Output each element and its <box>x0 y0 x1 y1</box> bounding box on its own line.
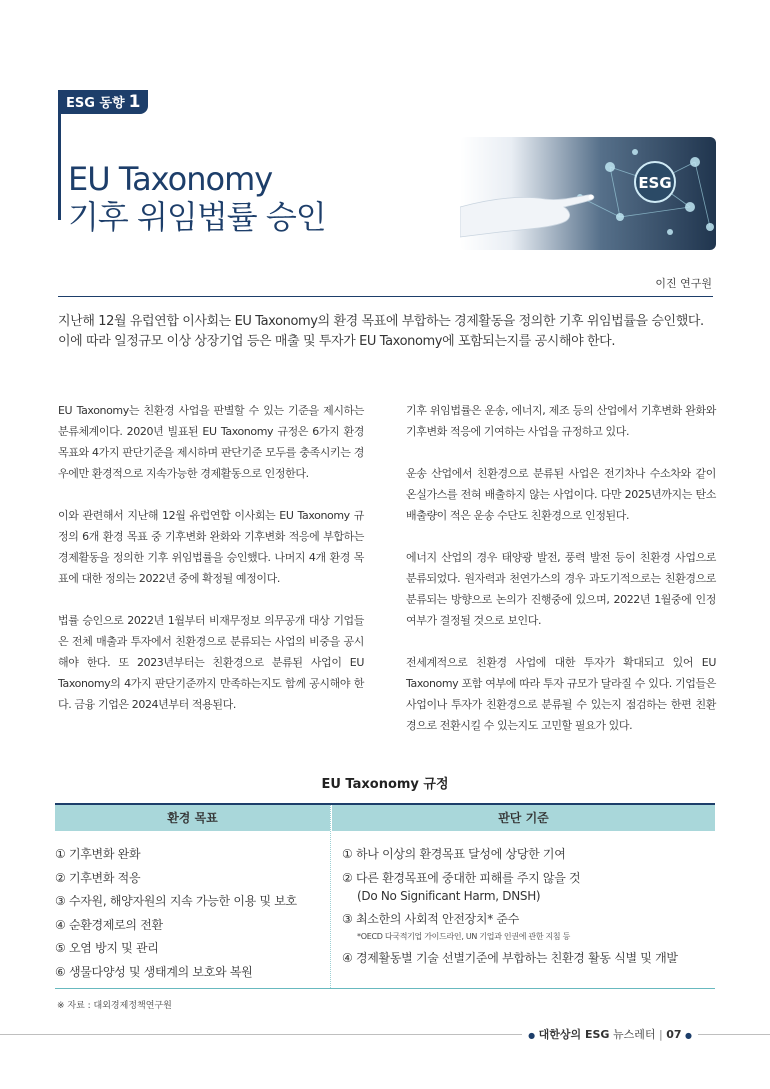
footer-publication-rest: 뉴스레터 <box>609 1028 656 1041</box>
bullet-icon: ● <box>685 1031 692 1040</box>
goal-item: ① 기후변화 완화 <box>55 847 141 861</box>
esg-hand-illustration <box>460 137 716 250</box>
hero-esg-text: ESG <box>638 174 672 192</box>
criteria-list <box>342 843 715 970</box>
body-paragraph: EU Taxonomy는 친환경 사업을 판별할 수 있는 기준을 제시하는 분류체계이다. 2020년 빌표된 EU Taxonomy 규정은 6가지 환경 목표와 4가지 판단기준을 제시하며 판단기준 모두를 충족시키는 경우에만 환경적으로 지속가능한 경제활동으로 인정한다. <box>58 404 364 480</box>
bullet-icon: ● <box>528 1031 536 1040</box>
lead-paragraph: 지난해 12월 유럽연합 이사회는 EU Taxonomy의 환경 목표에 부합하는 경제활동을 정의한 기후 위임법률을 승인했다. 이에 따라 일정규모 이상 상장기업 등은 매출 및 투자가 EU Taxonomy에 포함되는지를 공시해야 한다. <box>58 314 704 349</box>
criteria-footnote: *OECD 다국적기업 가이드라인, UN 기업과 인권에 관한 지침 등 <box>357 931 571 941</box>
header-divider <box>58 296 713 297</box>
footer-publication-bold: 대한상의 ESG <box>538 1028 610 1041</box>
source-note: ※ 자료 : 대외경제정책연구원 <box>57 1001 172 1011</box>
author: 이진 연구원 <box>655 277 712 290</box>
goal-item: ② 기후변화 적응 <box>55 870 141 885</box>
body-paragraph: 법률 승인으로 2022년 1월부터 비재무정보 의무공개 대상 기업들은 전체 매출과 투자에서 친환경으로 분류되는 사업의 비중을 공시해야 한다. 또 2023년부터는 친환경으로 분류된 사업이 EU Taxonomy의 4가지 판단기준까지 만족하는지도 함께 공시해야 한다. 금융 기업은 2024년부터 적용된다. <box>58 614 364 711</box>
footer-divider: | <box>658 1028 663 1041</box>
table-bottom-rule <box>55 988 715 989</box>
hero-image <box>460 137 716 250</box>
body-paragraph: 에너지 산업의 경우 태양광 발전, 풍력 발전 등이 친환경 사업으로 분류되었다. 원자력과 천연가스의 경우 과도기적으로는 친환경으로 분류되는 방향으로 논의가 진행중에 있으며, 2022년 1월중에 인정 여부가 결정될 것으로 보인다. <box>406 551 716 627</box>
section-tag-text: ESG 동향 <box>66 96 125 111</box>
criteria-item: ③ 최소한의 사회적 안전장치* 준수 <box>342 912 520 926</box>
body-paragraph: 전세계적으로 친환경 사업에 대한 투자가 확대되고 있어 EU Taxonomy 포함 여부에 따라 투자 규모가 달라질 수 있다. 기업들은 사업이나 투자가 친환경으로 분류될 수 있는지 점검하는 한편 친환경으로 전환시킬 수 있는지도 고민할 필요가 있다. <box>406 656 716 732</box>
goal-item: ④ 순환경제로의 전환 <box>55 917 163 932</box>
page-number: 07 <box>666 1028 682 1041</box>
goal-item: ⑥ 생물다양성 및 생태계의 보호와 복원 <box>55 964 253 979</box>
title-line-1: EU Taxonomy <box>68 160 273 198</box>
page-footer <box>522 1026 698 1042</box>
body-column-right <box>406 400 716 757</box>
body-column-left <box>58 400 364 736</box>
title-line-2: 기후 위임법률 승인 <box>68 198 326 236</box>
goal-item: ⑤ 오염 방지 및 관리 <box>55 941 159 955</box>
body-paragraph: 운송 산업에서 친환경으로 분류된 사업은 전기차나 수소차와 같이 온실가스를 전혀 배출하지 않는 사업이다. 다만 2025년까지는 탄소 배출량이 적은 운송 수단도 친환경으로 인정된다. <box>406 467 716 522</box>
criteria-item: ④ 경제활동별 기술 선별기준에 부합하는 친환경 활동 식별 및 개발 <box>342 950 678 965</box>
criteria-item: ② 다른 환경목표에 중대한 피해를 주지 않을 것 <box>342 870 581 885</box>
environmental-goals-list <box>55 843 327 984</box>
body-paragraph: 이와 관련해서 지난해 12월 유럽연합 이사회는 EU Taxonomy 규정의 6개 환경 목표 중 기후변화 완화와 기후변화 적응에 부합하는 경제활동을 정의한 기후 위임법률을 승인했다. 나머지 4개 환경 목표에 대한 정의는 2022년 중에 확정될 예정이다. <box>58 509 364 585</box>
table-title: EU Taxonomy 규정 <box>321 777 449 792</box>
table-header-goals: 환경 목표 <box>55 805 330 831</box>
title-accent-line <box>58 114 61 220</box>
body-paragraph: 기후 위임법률은 운송, 에너지, 제조 등의 산업에서 기후변화 완화와 기후변화 적응에 기여하는 사업을 규정하고 있다. <box>406 404 716 438</box>
criteria-item: ① 하나 이상의 환경목표 달성에 상당한 기여 <box>342 847 566 861</box>
page-title <box>68 160 326 236</box>
section-tag <box>58 90 152 116</box>
table-header-criteria: 판단 기준 <box>332 805 715 831</box>
goal-item: ③ 수자원, 해양자원의 지속 가능한 이용 및 보호 <box>55 894 297 908</box>
table-column-divider <box>330 805 332 988</box>
section-tag-label <box>58 90 148 114</box>
section-tag-number: 1 <box>128 92 141 112</box>
criteria-subtext: (Do No Significant Harm, DNSH) <box>357 889 541 903</box>
